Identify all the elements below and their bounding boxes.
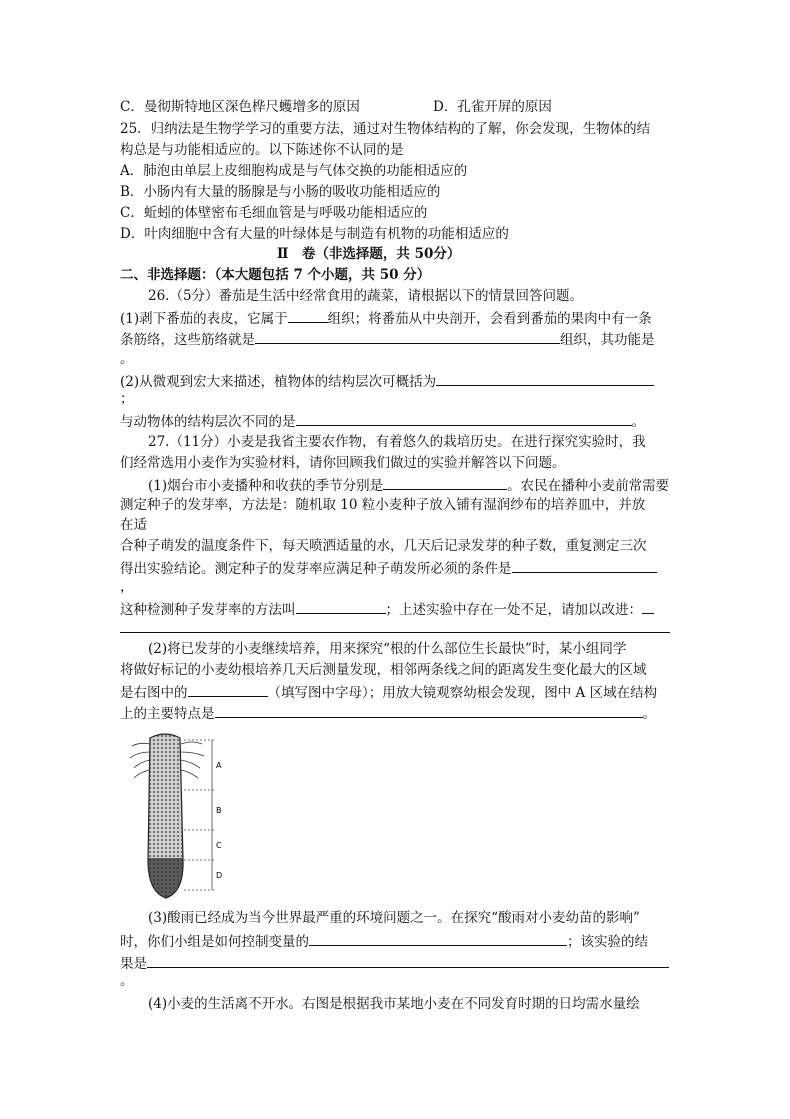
q26-blank-2[interactable] xyxy=(255,329,560,344)
q27-p4-text-a: (4)小麦的生活离不开水。右图是根据我市某地小麦在不同发育时期的日均需水量绘 xyxy=(148,996,640,1012)
q27-intro-line2: 们经常选用小麦作为实验材料，请你回顾我们做过的实验并解答以下问题。 xyxy=(120,455,566,471)
root-tip-drawing xyxy=(120,730,230,900)
q27-p1-text-b: 。农民在播种小麦前常需要 xyxy=(507,478,670,494)
q27-blank-7[interactable] xyxy=(309,931,567,946)
q27-p2-text-b: 将做好标记的小麦幼根培养几天后测量发现，相邻两条线之间的距离发生变化最大的区域 xyxy=(120,662,647,678)
q27-blank-4b[interactable] xyxy=(120,632,670,633)
q27-part1-line-g xyxy=(120,599,654,619)
q25-stem-line1: 25．归纳法是生物学学习的重要方法，通过对生物体结构的了解，你会发现，生物体的结 xyxy=(120,121,651,137)
q27-p1-text-d: 在适 xyxy=(120,517,147,533)
q27-p3-text-d: 果是 xyxy=(120,956,147,972)
q27-part2-line-c xyxy=(120,682,657,702)
measurement-scale xyxy=(184,740,216,890)
label-c: C xyxy=(216,841,222,850)
q27-p2-end: 。 xyxy=(642,706,656,722)
q27-blank-6[interactable] xyxy=(215,703,643,718)
q27-part1-line1 xyxy=(148,475,669,495)
q26-p1-text-c: 条筋络，这些筋络就是 xyxy=(120,332,255,348)
q25-stem-line2: 构总是与功能相适应的。以下陈述你不认同的是 xyxy=(120,142,404,158)
q27-part3-line-d xyxy=(120,953,669,973)
q27-p1-text-a: (1)烟台市小麦播种和收获的季节分别是 xyxy=(148,478,384,494)
q27-intro-line1: 27.（11分）小麦是我省主要农作物，有着悠久的栽培历史。在进行探究实验时，我 xyxy=(148,434,646,450)
q27-blank-8[interactable] xyxy=(147,953,669,968)
q26-p1-text-b: 组织；将番茄从中央剖开，会看到番茄的果肉中有一条 xyxy=(327,311,652,327)
q26-p1-text-d: 组织，其功能是 xyxy=(560,332,655,348)
q27-blank-2[interactable] xyxy=(512,558,657,573)
label-d: D xyxy=(216,871,223,880)
q27-blank-3[interactable] xyxy=(296,599,386,614)
q26-p2-semicolon: ； xyxy=(120,391,134,407)
q26-blank-1[interactable] xyxy=(288,308,328,323)
q25-option-c: C．蚯蚓的体壁密布毛细血管是与呼吸功能相适应的 xyxy=(120,205,428,221)
q26-p2-end: 。 xyxy=(631,414,645,430)
q27-p3-text-a: (3)酸雨已经成为当今世界最严重的环境问题之一。在探究“酸雨对小麦幼苗的影响” xyxy=(148,910,640,926)
label-a: A xyxy=(216,761,222,770)
q27-p1-text-f: 得出实验结论。测定种子的发芽率应满足种子萌发所必须的条件是 xyxy=(120,561,512,577)
q26-blank-4[interactable] xyxy=(296,411,632,426)
q24-option-d: D．孔雀开屏的原因 xyxy=(433,99,552,115)
q25-option-a: A．肺泡由单层上皮细胞构成是与气体交换的功能相适应的 xyxy=(120,163,468,179)
q26-intro: 26.（5分）番茄是生活中经常食用的蔬菜，请根据以下的情景回答问题。 xyxy=(148,288,584,304)
root-tip-figure xyxy=(120,730,230,900)
label-b: B xyxy=(216,806,222,815)
q27-part1-line-f xyxy=(120,558,657,578)
q25-option-b: B．小肠内有大量的肠腺是与小肠的吸收功能相适应的 xyxy=(120,184,441,200)
q27-p3-text-b: 时，你们小组是如何控制变量的 xyxy=(120,934,309,950)
q27-p1-comma: ， xyxy=(120,579,134,595)
q27-p2-text-a: (2)将已发芽的小麦继续培养，用来探究“根的什么部位生长最快”时，某小组同学 xyxy=(148,641,627,657)
section-heading: 二、非选择题：（本大题包括 7 个小题，共 50 分） xyxy=(120,267,431,283)
q27-p2-text-c: 是右图中的 xyxy=(120,685,188,701)
q27-blank-5[interactable] xyxy=(188,682,268,697)
q27-p2-text-e: 上的主要特点是 xyxy=(120,706,215,722)
q26-part2-line1 xyxy=(120,371,654,391)
q26-p2-text-a: (2)从微观到宏大来描述，植物体的结构层次可概括为 xyxy=(120,374,437,390)
q27-p3-text-c: ；该实验的结 xyxy=(567,934,648,950)
q27-blank-1[interactable] xyxy=(383,475,507,490)
q26-p1-end: 。 xyxy=(120,351,134,367)
q26-part2-line2 xyxy=(120,411,645,431)
q27-p2-text-d: （填写图中字母）；用放大镜观察幼根会发现，图中 A 区域在结构 xyxy=(267,685,658,701)
q27-blank-4a[interactable] xyxy=(642,599,654,614)
q26-part1-line2 xyxy=(120,329,655,349)
q26-p2-text-b: 与动物体的结构层次不同的是 xyxy=(120,414,296,430)
q27-p1-text-e: 合种子萌发的温度条件下，每天喷洒适量的水，几天后记录发芽的种子数，重复测定三次 xyxy=(120,538,647,554)
q27-part2-line-e xyxy=(120,703,656,723)
root-cap xyxy=(148,858,183,898)
q26-p1-text-a: (1)剥下番茄的表皮，它属于 xyxy=(120,311,288,327)
part2-title: Ⅱ 卷（非选择题，共 50分） xyxy=(277,246,461,262)
q26-blank-3[interactable] xyxy=(436,371,654,386)
q27-p1-text-g: 这种检测种子发芽率的方法叫 xyxy=(120,602,296,618)
q27-p1-text-c: 测定种子的发芽率，方法是：随机取 10 粒小麦种子放入铺有湿润纱布的培养皿中，并放 xyxy=(120,497,646,513)
q27-p1-text-h: ；上述实验中存在一处不足，请加以改进： xyxy=(385,602,642,618)
q27-p3-end: 。 xyxy=(120,973,134,989)
q26-part1-line1 xyxy=(120,308,652,328)
q27-part3-line-b xyxy=(120,931,648,951)
q25-option-d: D．叶肉细胞中含有大量的叶绿体是与制造有机物的功能相适应的 xyxy=(120,226,509,242)
q24-option-c: C．曼彻斯特地区深色桦尺蠖增多的原因 xyxy=(120,99,360,115)
